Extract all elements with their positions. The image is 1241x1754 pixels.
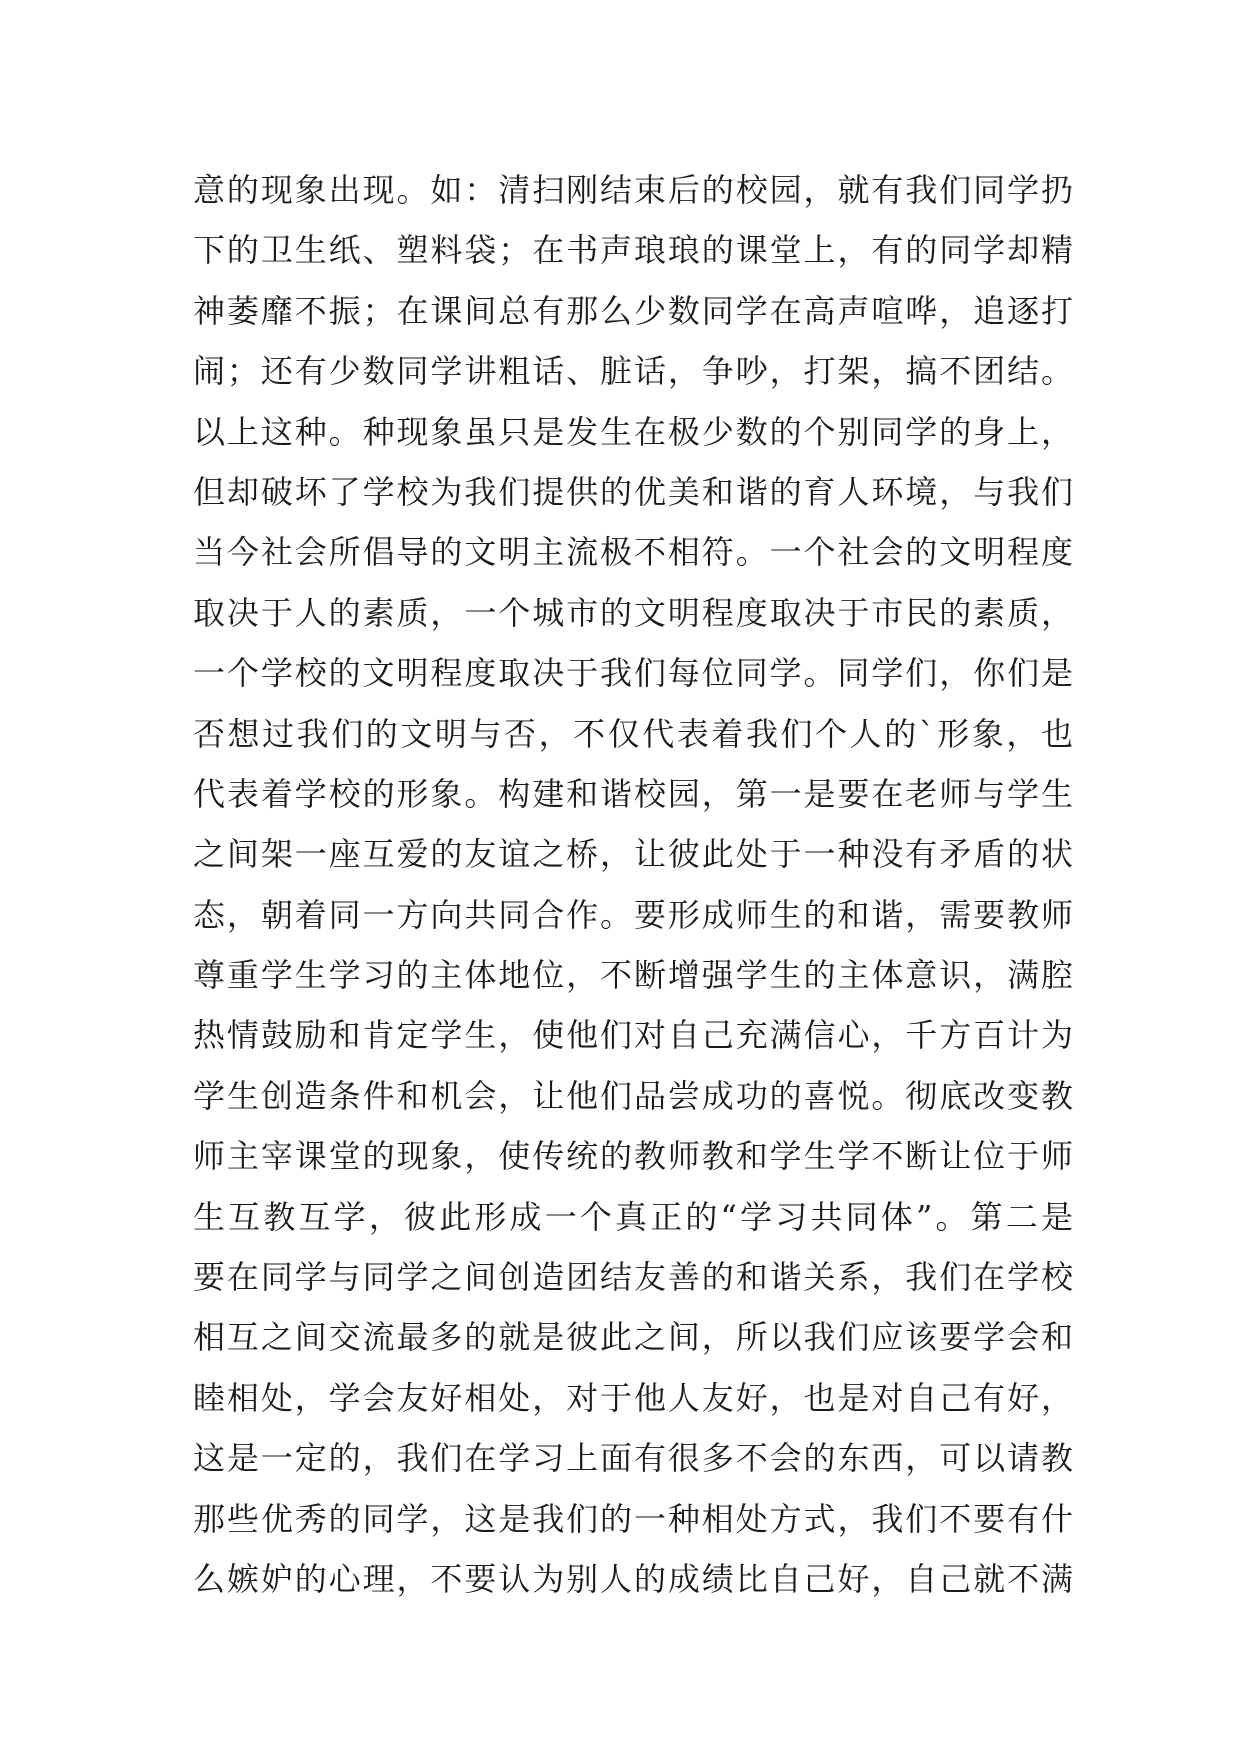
text-line: 代表着学校的形象。构建和谐校园，第一是要在老师与学生 xyxy=(193,774,1073,813)
text-line: 以上这种。种现象虽只是发生在极少数的个别同学的身上， xyxy=(193,412,1073,451)
text-line: 之间架一座互爱的友谊之桥，让彼此处于一种没有矛盾的状 xyxy=(193,835,1073,874)
text-line: 那些优秀的同学，这是我们的一种相处方式，我们不要有什 xyxy=(193,1499,1073,1538)
text-line: 下的卫生纸、塑料袋；在书声琅琅的课堂上，有的同学却精 xyxy=(193,231,1073,270)
text-line: 师主宰课堂的现象，使传统的教师教和学生学不断让位于师 xyxy=(193,1137,1073,1176)
body-paragraph xyxy=(193,160,1073,1609)
text-line: 相互之间交流最多的就是彼此之间，所以我们应该要学会和 xyxy=(193,1318,1073,1357)
text-line: 学生创造条件和机会，让他们品尝成功的喜悦。彻底改变教 xyxy=(193,1076,1073,1115)
text-line: 否想过我们的文明与否，不仅代表着我们个人的`形象，也 xyxy=(193,714,1073,753)
text-line: 取决于人的素质，一个城市的文明程度取决于市民的素质， xyxy=(193,593,1073,632)
text-line: 当今社会所倡导的文明主流极不相符。一个社会的文明程度 xyxy=(193,533,1073,572)
text-line: 尊重学生学习的主体地位，不断增强学生的主体意识，满腔 xyxy=(193,956,1073,995)
text-line: 生互教互学，彼此形成一个真正的“学习共同体”。第二是 xyxy=(193,1197,1073,1236)
text-line: 但却破坏了学校为我们提供的优美和谐的育人环境，与我们 xyxy=(193,472,1073,511)
text-line: 一个学校的文明程度取决于我们每位同学。同学们，你们是 xyxy=(193,654,1073,693)
text-line: 神萎靡不振；在课间总有那么少数同学在高声喧哗，追逐打 xyxy=(193,291,1073,330)
text-line: 睦相处，学会友好相处，对于他人友好，也是对自己有好， xyxy=(193,1378,1073,1417)
text-line: 要在同学与同学之间创造团结友善的和谐关系，我们在学校 xyxy=(193,1258,1073,1297)
text-line: 闹；还有少数同学讲粗话、脏话，争吵，打架，搞不团结。 xyxy=(193,352,1073,391)
text-line: 意的现象出现。如：清扫刚结束后的校园，就有我们同学扔 xyxy=(193,171,1073,209)
text-line: 这是一定的，我们在学习上面有很多不会的东西，可以请教 xyxy=(193,1439,1073,1478)
text-line: 热情鼓励和肯定学生，使他们对自己充满信心，千方百计为 xyxy=(193,1016,1073,1055)
text-line: 态，朝着同一方向共同合作。要形成师生的和谐，需要教师 xyxy=(193,895,1073,934)
text-line: 么嫉妒的心理，不要认为别人的成绩比自己好，自己就不满 xyxy=(193,1559,1073,1598)
